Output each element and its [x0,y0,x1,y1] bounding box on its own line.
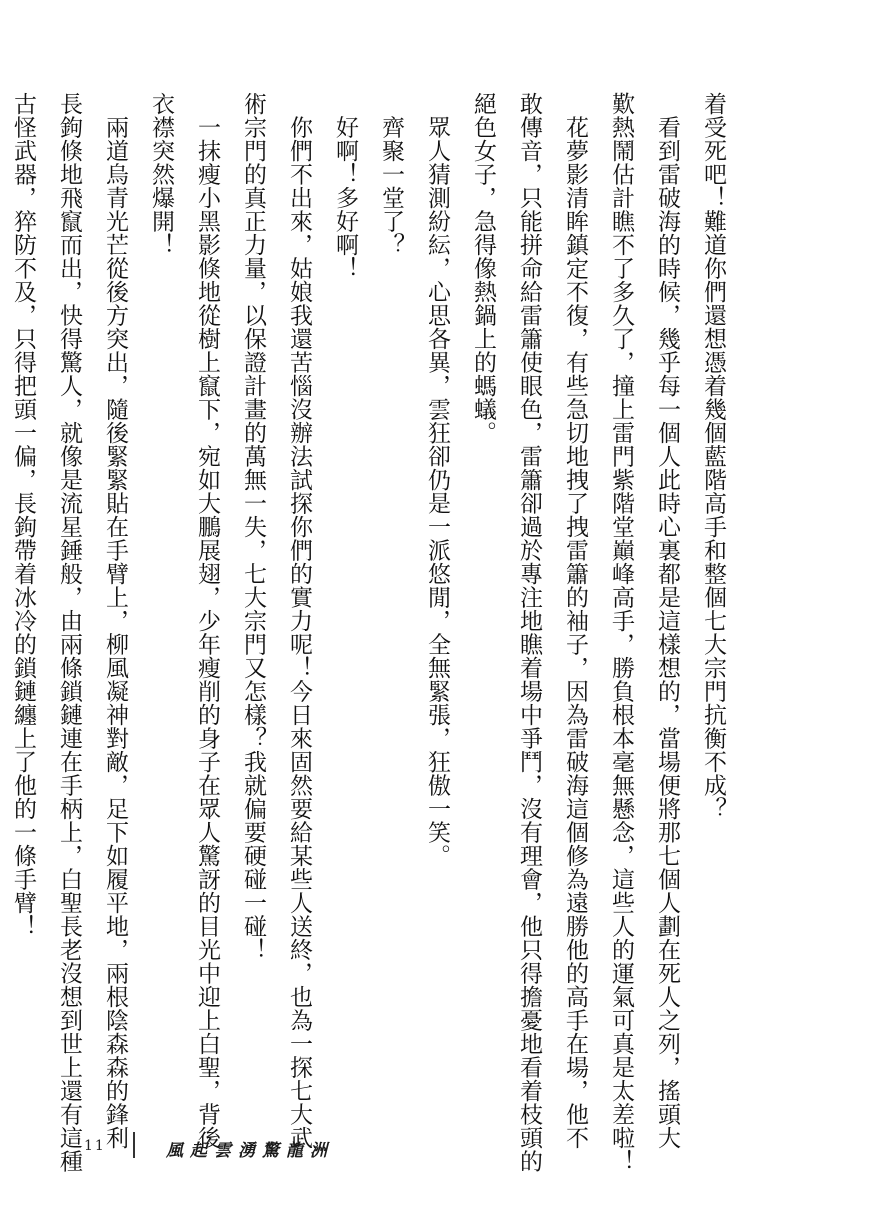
text-line: 長鉤倏地飛竄而出，快得驚人，就像是流星錘般，由兩條鎖鏈連在手柄上，白聖長老沒想到世上還有這種 [56,92,82,1173]
text-line: 看到雷破海的時候，幾乎每一個人此時心裏都是這樣想的，當場便將那七個人劃在死人之列，搖頭大 [654,92,680,1150]
text-line: 好啊！多好啊！ [332,92,358,280]
text-line: 着受死吧！難道你們還想憑着幾個藍階高手和整個七大宗門抗衡不成？ [700,92,726,821]
text-line: 齊聚一堂了？ [378,92,404,257]
text-line: 一抹瘦小黑影倏地從樹上竄下，宛如大鵬展翅，少年瘦削的身子在眾人驚訝的目光中迎上白聖，背後 [194,92,220,1150]
text-line: 眾人猜測紛紜，心思各異，雲狂卻仍是一派悠閒，全無緊張，狂傲一笑。 [424,92,450,868]
text-line: 你們不出來，姑娘我還苦惱沒辦法試探你們的實力呢！今日來固然要給某些人送終，也為一探七大武 [286,92,312,1150]
text-line: 花夢影清眸鎮定不復，有些急切地拽了拽雷簫的袖子，因為雷破海這個修為遠勝他的高手在場，他不 [562,92,588,1150]
text-line: 歎熱鬧估計瞧不了多久了，撞上雷門紫階堂巔峰高手，勝負根本毫無懸念，這些人的運氣可真是太差啦！ [608,92,634,1173]
text-line: 古怪武器，猝防不及，只得把頭一偏，長鉤帶着冰冷的鎖鏈纏上了他的一條手臂！ [10,92,36,938]
text-line: 術宗門的真正力量，以保證計畫的萬無一失，七大宗門又怎樣？我就偏要硬碰一碰！ [240,92,266,962]
text-line: 敢傳音，只能拼命給雷簫使眼色，雷簫卻過於專注地瞧着場中爭鬥，沒有理會，他只得擔憂地看着枝頭的 [516,92,542,1173]
text-line: 衣襟突然爆開！ [148,92,174,257]
text-line: 絕色女子，急得像熱鍋上的螞蟻。 [470,92,496,445]
page-number: 11 [84,1138,106,1154]
footer-divider [133,1132,135,1158]
text-line: 兩道烏青光芒從後方突出，隨後緊緊貼在手臂上，柳風凝神對敵，足下如履平地，兩根陰森森的鋒利 [102,92,128,1150]
running-footer-title: 風起雲湧驚龍洲 [166,1141,334,1161]
